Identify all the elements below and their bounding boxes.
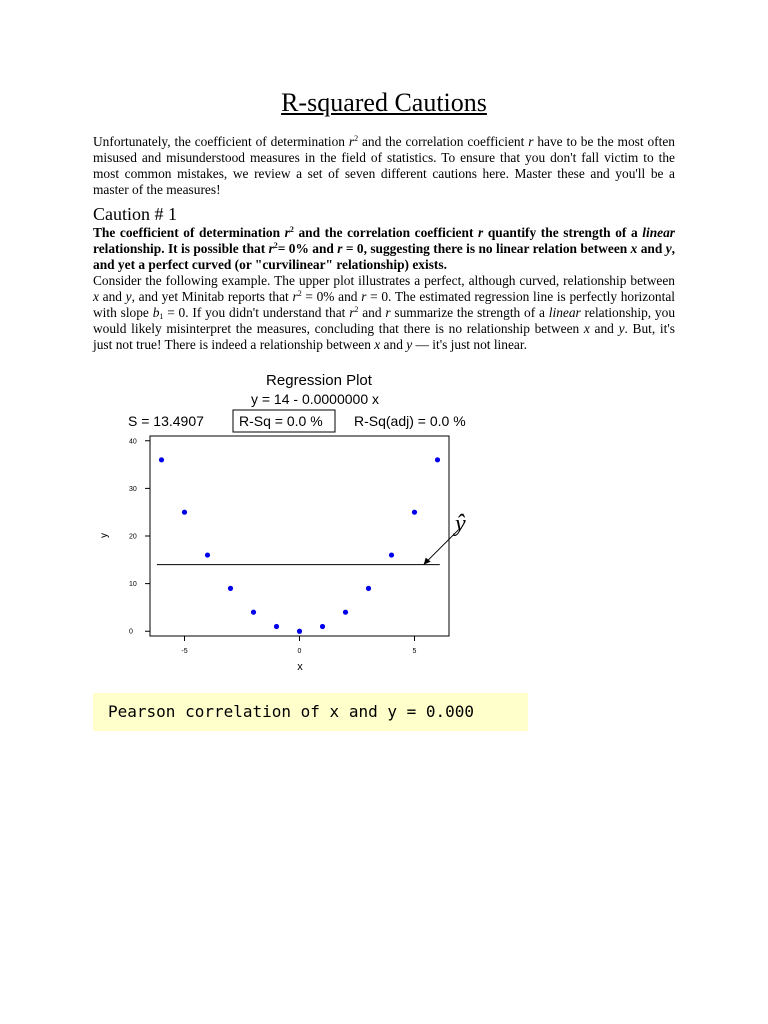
caution-heading: Caution # 1 xyxy=(93,204,177,224)
data-point xyxy=(412,510,417,515)
x-tick-label: 0 xyxy=(297,648,302,655)
y-tick-label: 10 xyxy=(129,581,137,589)
intro-paragraph: Unfortunately, the coefficient of determination $r^2$ and the correlation coefficient r have to be the most often misused and misunderstood measures in the field of statistics. To ensure that you don't fall victim to the most common mistakes, we review a set of seven different cautions here. Master these and you'll be a master of the measures! xyxy=(93,134,675,197)
pearson-output-text: Pearson correlation of x and y = 0.000 xyxy=(108,702,475,721)
data-point xyxy=(205,552,210,557)
yhat-annotation: ŷ xyxy=(455,511,466,537)
pearson-output-box xyxy=(93,693,528,731)
data-point xyxy=(320,624,325,629)
data-point xyxy=(297,629,302,634)
plot-equation: y = 14 - 0.0000000 x xyxy=(250,391,380,407)
data-point xyxy=(343,610,348,615)
stat-rsq: R-Sq = 0.0 % xyxy=(239,413,323,429)
plot-frame xyxy=(150,436,449,636)
plot-title: Regression Plot xyxy=(266,372,372,389)
data-point xyxy=(228,586,233,591)
y-tick-label: 40 xyxy=(129,438,137,446)
example-paragraph: Consider the following example. The upper plot illustrates a perfect, although curved, relationship between x and y, and yet Minitab reports that $r^2 = 0\%$ and r = 0. The estimated regression line is perfectly horizontal with slope $b_1 = 0$. If you didn't understand that $r^2$ and r summarize the strength of a linear relationship, you would likely misinterpret the measures, concluding that there is no relationship between x and y. But, it's just not true! There is indeed a relationship between x and y — it's just not linear. xyxy=(93,273,676,352)
data-point xyxy=(159,457,164,462)
regression-plot xyxy=(93,368,493,678)
regression-plot-figure xyxy=(93,368,493,678)
data-point xyxy=(251,610,256,615)
data-point xyxy=(389,552,394,557)
x-tick-label: -5 xyxy=(181,648,188,655)
data-point xyxy=(366,586,371,591)
x-axis-label: x xyxy=(297,661,303,673)
page-title: R-squared Cautions xyxy=(281,88,487,117)
data-point xyxy=(182,510,187,515)
caution-statement: The coefficient of determination $r^2$ and the correlation coefficient r quantify the strength of a linear relationship. It is possible that $r^2= 0\%$ and r = 0, suggesting there is no linear relation between x and y, and yet a perfect curved (or "curvilinear" relationship) exists. xyxy=(93,225,675,272)
data-point xyxy=(435,457,440,462)
y-tick-label: 0 xyxy=(129,628,133,636)
annotation-arrow xyxy=(424,530,459,565)
y-tick-label: 20 xyxy=(129,533,137,541)
y-tick-label: 30 xyxy=(129,485,137,493)
y-axis-label: y xyxy=(99,533,110,538)
stat-rsq-adj: R-Sq(adj) = 0.0 % xyxy=(354,413,466,429)
x-tick-label: 5 xyxy=(412,648,417,655)
data-point xyxy=(274,624,279,629)
stat-s: S = 13.4907 xyxy=(128,413,204,429)
